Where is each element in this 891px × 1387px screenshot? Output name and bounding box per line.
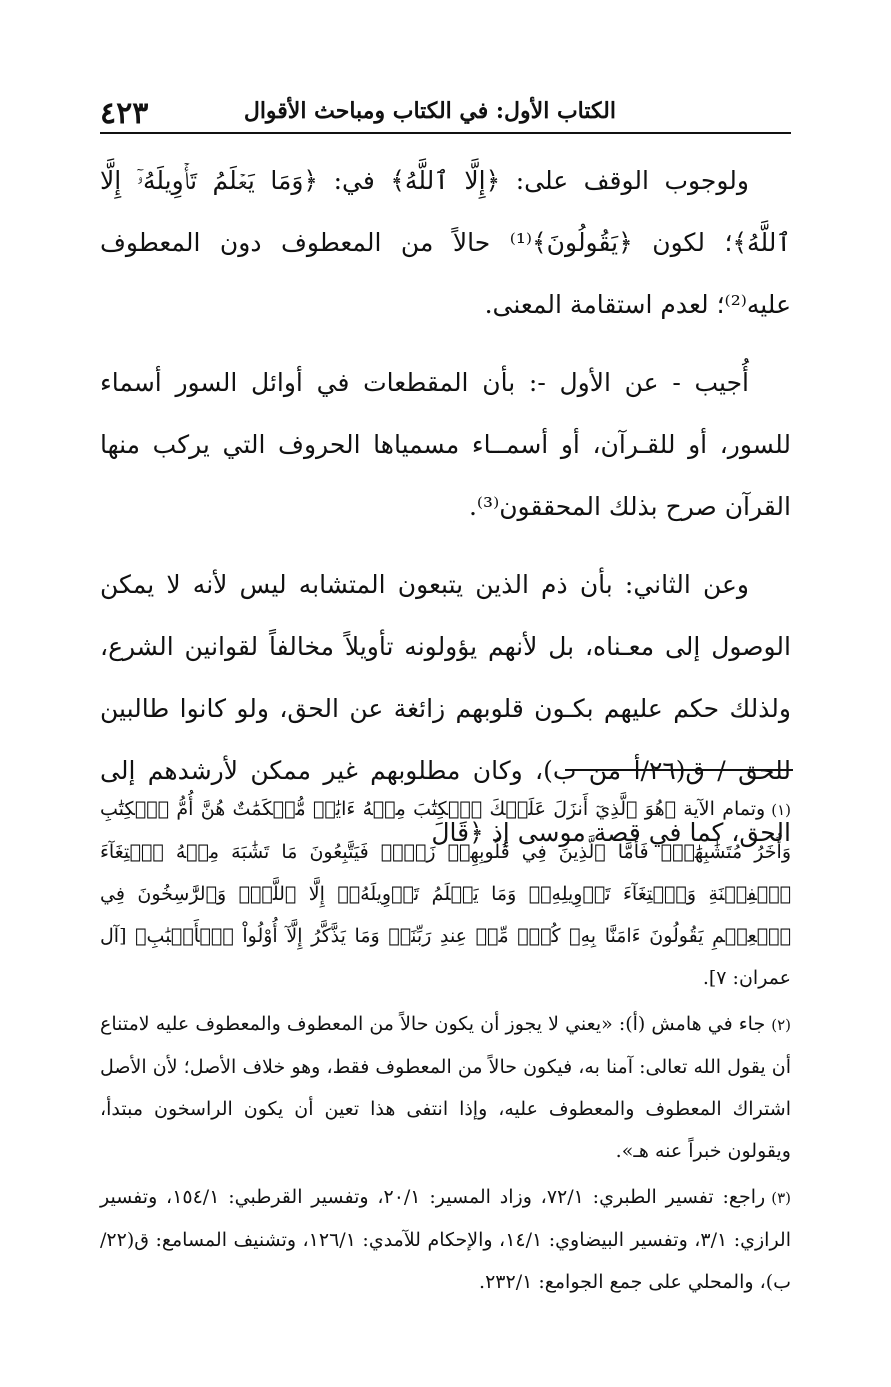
page-header: [100, 92, 791, 136]
footnotes: [100, 788, 791, 1307]
paragraph-3: وعن الثاني: بأن ذم الذين يتبعون المتشابه ليس لأنه لا يمكن الوصول إلى معـناه، بل لأنهم يؤولونه تأويلاً مخالفاً لقوانين الشرع، ولذلك حكم عليهم بكـون قلوبهم زائغة عن الحق، ولو كانوا طالبين للحق / ق(٢٦/أ من ب)، وكان مطلوبهم غير ممكن لأرشدهم إلى الحق، كما في قصة موسى إذ ﴿قَالَ: [100, 570, 791, 847]
footnote-1-mark: (١): [771, 801, 791, 819]
footnote-separator: [565, 769, 793, 771]
footnote-2-mark: (٢): [771, 1016, 791, 1034]
footnote-3-mark: (٣): [771, 1189, 792, 1207]
header-rule: [100, 132, 791, 134]
footnote-1-text: وتمام الآية ﴿هُوَ ٱلَّذِيٓ أَنزَلَ عَلَيۡكَ ٱلۡكِتَٰبَ مِنۡهُ ءَايَٰتٞ مُّحۡكَمَٰتٌ هُنَّ أُمُّ ٱلۡكِتَٰبِ وَأُخَرُ مُتَشَٰبِهَٰتٞۖ فَأَمَّا ٱلَّذِينَ فِي قُلُوبِهِمۡ زَيۡغٞ فَيَتَّبِعُونَ مَا تَشَٰبَهَ مِنۡهُ ٱبۡتِغَآءَ ٱلۡفِتۡنَةِ وَٱبۡتِغَآءَ تَأۡوِيلِهِۦۖ وَمَا يَعۡلَمُ تَأۡوِيلَهُۥٓ إِلَّا ٱللَّهُۗ وَٱلرَّٰسِخُونَ فِي ٱلۡعِلۡمِ يَقُولُونَ ءَامَنَّا بِهِۦ كُلّٞ مِّنۡ عِندِ رَبِّنَاۗ وَمَا يَذَّكَّرُ إِلَّآ أُوْلُواْ ٱلۡأَلۡبَٰبِ﴾ [آل عمران: ٧].: [100, 798, 791, 989]
paragraph-2: أُجيب - عن الأول -: بأن المقطعات في أوائل السور أسماء للسور، أو للقـرآن، أو أسمــاء مسمياها الحروف التي يركب منها القرآن صرح بذلك المحققون⁽³⁾.: [100, 368, 791, 521]
footnote-3-text: راجع: تفسير الطبري: ٧٢/١، وزاد المسير: ٢٠/١، وتفسير القرطبي: ١٥٤/١، وتفسير الرازي: ٣/١، وتفسير البيضاوي: ١٤/١، والإحكام للآمدي: ١٢٦/١، وتشنيف المسامع: ق(٢٢/ب)، والمحلي على جمع الجوامع: ٢٣٢/١.: [100, 1186, 791, 1293]
footnote-3: [100, 1176, 791, 1303]
footnote-2-text: جاء في هامش (أ): «يعني لا يجوز أن يكون حالاً من المعطوف والمعطوف عليه لامتناع أن يقول الله تعالى: آمنا به، فيكون حالاً من المعطوف فقط، وهو خلاف الأصل؛ لأن الأصل اشتراك المعطوف والمعطوف عليه، وإذا انتفى هذا تعين أن يكون الراسخون مبتدأ، ويقولون خبراً عنه هـ».: [100, 1013, 791, 1162]
page-number: ٤٢٣: [100, 96, 149, 131]
running-title: الكتاب الأول: في الكتاب ومباحث الأقوال: [243, 98, 616, 124]
footnote-1: [100, 788, 791, 999]
paragraph-1: ولوجوب الوقف على: ﴿إِلَّا ٱللَّهُ﴾ في: ﴿وَمَا يَعۡلَمُ تَأۡوِيلَهُۥٓ إِلَّا ٱللَّهُ﴾؛ لكون ﴿يَقُولُونَ﴾⁽¹⁾ حالاً من المعطوف دون المعطوف عليه⁽²⁾؛ لعدم استقامة المعنى.: [100, 166, 791, 319]
footnote-2: [100, 1003, 791, 1172]
